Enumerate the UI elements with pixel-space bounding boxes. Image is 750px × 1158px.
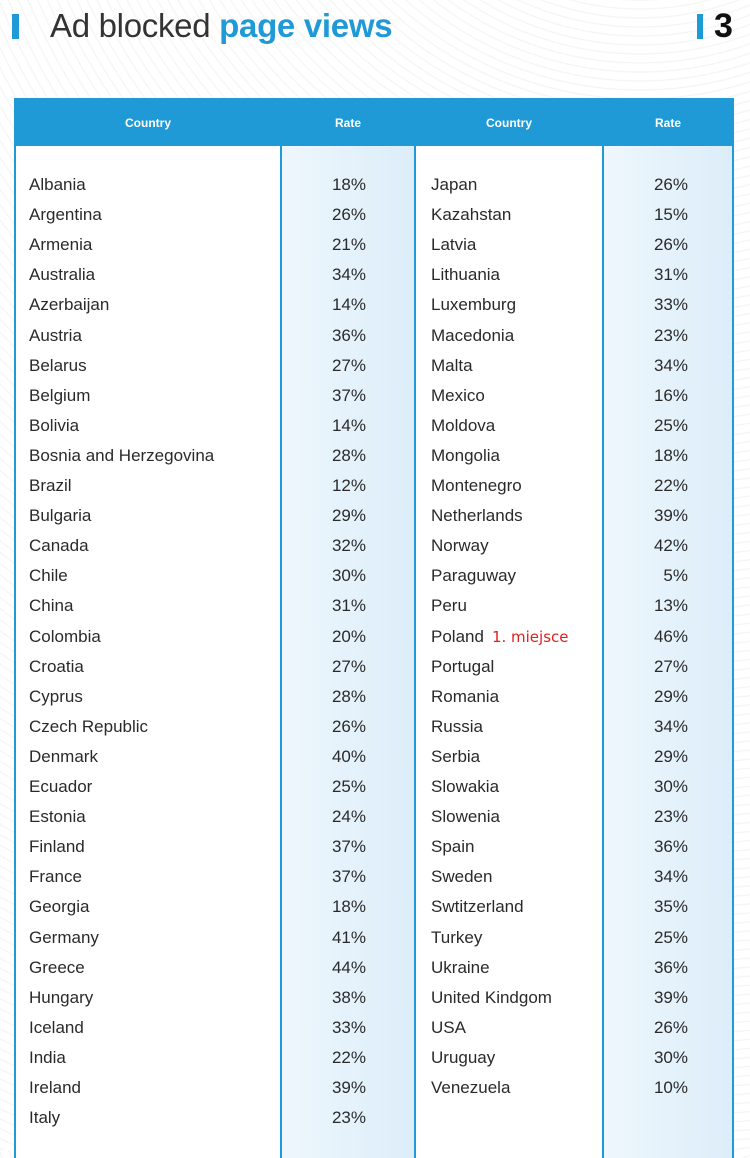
country-name bbox=[431, 203, 511, 227]
country-label: Swtitzerland bbox=[431, 897, 524, 917]
country-name bbox=[431, 354, 473, 378]
country-label: Lithuania bbox=[431, 265, 501, 285]
country-label: Venezuela bbox=[431, 1078, 511, 1097]
title-accent-bar bbox=[12, 14, 19, 39]
table-row bbox=[16, 1106, 732, 1130]
country-label: Peru bbox=[431, 596, 467, 616]
country-name bbox=[431, 263, 500, 287]
table-row bbox=[16, 354, 732, 378]
country-label: Argentina bbox=[29, 205, 102, 225]
country-label: Portugal bbox=[431, 656, 495, 676]
rate-value: 39% bbox=[331, 1078, 366, 1097]
country-label: Macedonia bbox=[431, 325, 515, 345]
rate-value: 26% bbox=[653, 235, 688, 255]
table-row bbox=[16, 263, 732, 287]
table-row bbox=[16, 1046, 732, 1070]
rate-value: 27% bbox=[331, 656, 366, 676]
country-label: Latvia bbox=[431, 235, 477, 255]
rate-value: 36% bbox=[331, 325, 366, 345]
table-row bbox=[16, 1076, 732, 1100]
table-row bbox=[16, 594, 732, 618]
country-label: Japan bbox=[431, 175, 478, 194]
rate-value: 32% bbox=[331, 536, 366, 556]
country-label: Russia bbox=[431, 716, 483, 736]
country-label: Ecuador bbox=[29, 777, 93, 796]
rate-value: 21% bbox=[331, 235, 366, 255]
table-header bbox=[16, 100, 732, 146]
country-name bbox=[431, 685, 499, 709]
country-label: Czech Republic bbox=[29, 716, 149, 736]
rate-value: 34% bbox=[653, 867, 688, 887]
country-name bbox=[29, 1106, 60, 1130]
table-row bbox=[16, 745, 732, 769]
country-name bbox=[431, 414, 495, 438]
title-plain: Ad blocked bbox=[50, 7, 220, 44]
table-row bbox=[16, 293, 732, 317]
rate-value: 25% bbox=[331, 777, 366, 796]
page-title bbox=[50, 4, 392, 48]
country-label: Montenegro bbox=[431, 476, 522, 495]
country-label: Canada bbox=[29, 536, 89, 556]
country-label: India bbox=[29, 1047, 66, 1067]
country-name bbox=[431, 1016, 466, 1040]
country-name bbox=[431, 384, 485, 408]
country-label: Netherlands bbox=[431, 506, 523, 526]
rate-value: 10% bbox=[653, 1078, 688, 1097]
country-name bbox=[431, 956, 490, 980]
country-label: Bosnia and Herzegovina bbox=[29, 445, 215, 465]
country-name bbox=[431, 926, 482, 950]
country-label: Bolivia bbox=[29, 415, 80, 435]
rate-value: 31% bbox=[331, 596, 366, 616]
country-label: Slowenia bbox=[431, 807, 500, 827]
header-rate-right: Rate bbox=[654, 116, 681, 130]
country-name bbox=[431, 564, 516, 588]
country-label: USA bbox=[431, 1017, 466, 1037]
country-label: Albania bbox=[29, 175, 86, 194]
table-row bbox=[16, 625, 732, 649]
rate-value: 28% bbox=[331, 686, 366, 706]
rates-table bbox=[14, 98, 734, 1158]
rate-value: 39% bbox=[653, 987, 688, 1007]
country-label: Ireland bbox=[29, 1078, 81, 1097]
country-label: Brazil bbox=[29, 476, 72, 495]
table-row bbox=[16, 865, 732, 889]
country-name bbox=[431, 835, 474, 859]
table-row bbox=[16, 986, 732, 1010]
country-label: Azerbaijan bbox=[29, 295, 110, 315]
country-name bbox=[431, 324, 514, 348]
rate-value: 23% bbox=[331, 1108, 366, 1128]
country-label: Italy bbox=[29, 1108, 61, 1128]
rate-value: 12% bbox=[331, 476, 366, 495]
country-label: Belgium bbox=[29, 385, 91, 405]
country-label: Austria bbox=[29, 325, 82, 345]
table-row bbox=[16, 775, 732, 799]
country-label: Denmark bbox=[29, 746, 98, 766]
country-name bbox=[431, 865, 492, 889]
country-label: Sweden bbox=[431, 867, 493, 887]
table-row bbox=[16, 655, 732, 679]
rate-value: 37% bbox=[331, 867, 366, 887]
rate-value: 38% bbox=[331, 987, 366, 1007]
country-label: Chile bbox=[29, 566, 68, 586]
rate-value: 14% bbox=[331, 415, 366, 435]
rate-value: 20% bbox=[331, 626, 366, 646]
country-label: Colombia bbox=[29, 626, 101, 646]
rate-value: 13% bbox=[653, 596, 688, 616]
header-rate-left: Rate bbox=[334, 116, 361, 130]
country-label: Luxemburg bbox=[431, 295, 517, 315]
country-label: Serbia bbox=[431, 746, 481, 766]
country-name bbox=[431, 1046, 495, 1070]
rate-value: 37% bbox=[331, 385, 366, 405]
country-label: Slowakia bbox=[431, 777, 500, 796]
table-row bbox=[16, 414, 732, 438]
country-label: Ukraine bbox=[431, 957, 490, 977]
country-label: Turkey bbox=[431, 927, 483, 947]
country-label: China bbox=[29, 596, 74, 616]
rate-value: 26% bbox=[331, 205, 366, 225]
table-row bbox=[16, 715, 732, 739]
country-label: Georgia bbox=[29, 897, 90, 917]
rate-value: 25% bbox=[653, 415, 688, 435]
country-label: Croatia bbox=[29, 656, 84, 676]
country-label: Spain bbox=[431, 837, 475, 857]
country-label: Estonia bbox=[29, 807, 86, 827]
rate-value: 34% bbox=[653, 716, 688, 736]
table-row bbox=[16, 384, 732, 408]
country-name bbox=[431, 293, 516, 317]
country-name bbox=[431, 534, 489, 558]
rate-value: 5% bbox=[663, 566, 688, 586]
country-name bbox=[431, 1076, 510, 1100]
table-row bbox=[16, 173, 732, 197]
table-row bbox=[16, 534, 732, 558]
table-row bbox=[16, 685, 732, 709]
country-name bbox=[431, 173, 477, 197]
table-row bbox=[16, 233, 732, 257]
page-number: 3 bbox=[714, 7, 733, 45]
country-label: Hungary bbox=[29, 987, 94, 1007]
country-name bbox=[431, 805, 500, 829]
country-label: Kazahstan bbox=[431, 205, 512, 225]
rate-value: 39% bbox=[653, 506, 688, 526]
rate-value: 29% bbox=[331, 506, 366, 526]
rate-value: 31% bbox=[653, 265, 688, 285]
rate-value: 18% bbox=[331, 175, 366, 194]
rate-value: 26% bbox=[653, 175, 688, 194]
rate-value: 18% bbox=[653, 445, 688, 465]
table-row bbox=[16, 926, 732, 950]
rate-value: 33% bbox=[331, 1017, 366, 1037]
rate-value: 22% bbox=[331, 1047, 366, 1067]
country-name bbox=[431, 775, 499, 799]
country-name bbox=[431, 444, 500, 468]
rate-value: 30% bbox=[653, 1047, 688, 1067]
rate-value: 23% bbox=[653, 325, 688, 345]
table-row bbox=[16, 1016, 732, 1040]
country-name bbox=[431, 233, 476, 257]
country-label: Moldova bbox=[431, 415, 496, 435]
country-label: Poland bbox=[431, 626, 484, 646]
header-country-left: Country bbox=[125, 116, 171, 130]
table-row bbox=[16, 835, 732, 859]
rate-value: 26% bbox=[653, 1017, 688, 1037]
country-label: Mongolia bbox=[431, 445, 500, 465]
country-name bbox=[431, 655, 494, 679]
table-row bbox=[16, 444, 732, 468]
rate-value: 30% bbox=[331, 566, 366, 586]
rate-value: 41% bbox=[331, 927, 366, 947]
country-label: Australia bbox=[29, 265, 96, 285]
rate-value: 16% bbox=[653, 385, 688, 405]
country-label: Armenia bbox=[29, 235, 93, 255]
rate-value: 29% bbox=[653, 746, 688, 766]
rate-value: 27% bbox=[331, 355, 366, 375]
rate-value: 46% bbox=[653, 626, 688, 646]
table-row bbox=[16, 203, 732, 227]
table-row bbox=[16, 564, 732, 588]
table-row bbox=[16, 895, 732, 919]
country-name bbox=[431, 504, 523, 528]
rate-value: 35% bbox=[653, 897, 688, 917]
title-accent: page views bbox=[219, 7, 393, 44]
country-label: Mexico bbox=[431, 385, 485, 405]
country-label: Belarus bbox=[29, 355, 87, 375]
rate-value: 22% bbox=[653, 476, 688, 495]
country-label: Finland bbox=[29, 837, 85, 857]
country-label: Iceland bbox=[29, 1017, 84, 1037]
page-number-bar bbox=[697, 14, 703, 39]
country-label: France bbox=[29, 867, 82, 887]
rate-value: 27% bbox=[653, 656, 688, 676]
country-name bbox=[431, 625, 568, 649]
rate-value: 36% bbox=[653, 957, 688, 977]
rate-value: 36% bbox=[653, 837, 688, 857]
rate-value: 34% bbox=[331, 265, 366, 285]
country-name bbox=[431, 895, 524, 919]
country-label: United Kindgom bbox=[431, 987, 552, 1007]
rate-value: 23% bbox=[653, 807, 688, 827]
country-label: Romania bbox=[431, 686, 500, 706]
country-label: Greece bbox=[29, 957, 85, 977]
rate-value: 34% bbox=[653, 355, 688, 375]
country-label: Cyprus bbox=[29, 686, 83, 706]
rate-value: 42% bbox=[653, 536, 688, 556]
rate-value: 29% bbox=[653, 686, 688, 706]
rate-value: 26% bbox=[331, 716, 366, 736]
rate-value: 18% bbox=[331, 897, 366, 917]
table-row bbox=[16, 956, 732, 980]
table-row bbox=[16, 324, 732, 348]
rate-value: 28% bbox=[331, 445, 366, 465]
rate-value: 44% bbox=[331, 957, 366, 977]
rate-value: 40% bbox=[331, 746, 366, 766]
header-country-right: Country bbox=[486, 116, 532, 130]
country-name bbox=[431, 474, 522, 498]
country-label: Paraguway bbox=[431, 566, 517, 586]
country-label: Germany bbox=[29, 927, 99, 947]
country-label: Bulgaria bbox=[29, 506, 92, 526]
country-label: Malta bbox=[431, 355, 473, 375]
rate-value: 24% bbox=[331, 807, 366, 827]
country-label: Uruguay bbox=[431, 1047, 496, 1067]
table-row bbox=[16, 504, 732, 528]
rate-value: 33% bbox=[653, 295, 688, 315]
rate-value: 37% bbox=[331, 837, 366, 857]
rate-value: 30% bbox=[653, 777, 688, 796]
country-name bbox=[431, 986, 552, 1010]
country-name bbox=[431, 594, 467, 618]
page-header bbox=[0, 0, 750, 60]
country-name bbox=[431, 715, 483, 739]
country-label: Norway bbox=[431, 536, 489, 556]
rank-annotation: 1. miejsce bbox=[491, 627, 569, 646]
table-row bbox=[16, 805, 732, 829]
rate-value: 15% bbox=[653, 205, 688, 225]
rate-value: 14% bbox=[331, 295, 366, 315]
table-row bbox=[16, 474, 732, 498]
rate-value: 25% bbox=[653, 927, 688, 947]
country-name bbox=[431, 745, 480, 769]
